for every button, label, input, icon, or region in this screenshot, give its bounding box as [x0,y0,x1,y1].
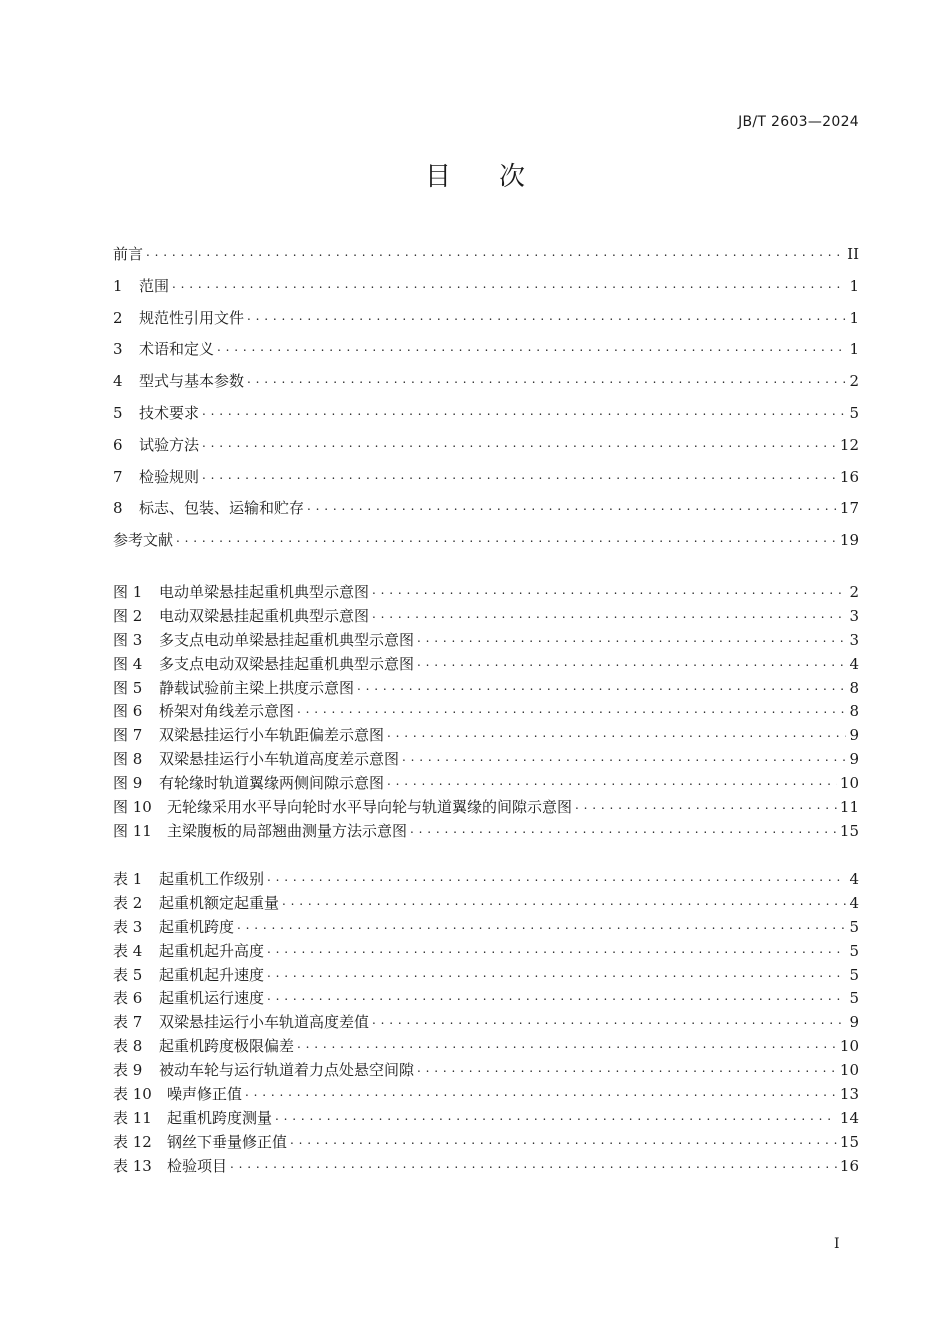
toc-table-entry[interactable] [113,868,859,892]
dot-leader [237,915,846,933]
toc-table-entry[interactable] [113,892,859,916]
page-folio: I [834,1236,840,1252]
toc-entry-label: 技术要求 [139,403,200,422]
toc-table-entry[interactable] [113,1011,859,1035]
toc-entry-terms[interactable] [113,338,859,370]
toc-figure-entry[interactable] [113,796,859,820]
toc-table-entry[interactable] [113,916,859,940]
dot-leader [202,401,846,419]
table-label: 被动车轮与运行轨道着力点处悬空间隙 [159,1061,415,1080]
dot-leader [202,433,837,451]
toc-entry-page: 5 [849,403,859,422]
dot-leader [146,242,844,260]
table-number: 表 5 [113,965,143,984]
dot-leader [575,795,837,813]
toc-entry-label: 检验规则 [139,467,200,486]
table-page: 4 [849,870,859,888]
toc-entry-number: 4 [113,372,123,391]
dot-leader [387,771,837,789]
dot-leader [267,963,846,981]
toc-figure-entry[interactable] [113,581,859,605]
dot-leader [417,652,846,670]
dot-leader [267,939,846,957]
toc-sections [113,243,859,561]
table-label: 起重机工作级别 [159,870,265,888]
toc-table-entry[interactable] [113,964,859,988]
figure-page: 3 [849,606,859,625]
dot-leader [267,986,846,1004]
table-page: 10 [839,1061,859,1080]
table-page: 9 [849,1013,859,1032]
toc-table-entry[interactable] [113,1059,859,1083]
figure-label: 有轮缘时轨道翼缘两侧间隙示意图 [159,774,385,793]
dot-leader [247,306,846,324]
dot-leader [245,1082,837,1100]
toc-tables [113,868,859,1179]
dot-leader [372,604,846,622]
toc-entry-number: 3 [113,340,123,359]
figure-page: 2 [849,583,859,601]
table-label: 起重机起升高度 [159,941,265,960]
table-number: 表 13 [113,1156,152,1175]
toc-entry-label: 术语和定义 [139,340,215,359]
table-number: 表 9 [113,1061,143,1080]
table-label: 检验项目 [167,1156,228,1175]
figure-label: 多支点电动单梁悬挂起重机典型示意图 [159,630,415,649]
dot-leader [290,1130,837,1148]
toc-entry-label: 型式与基本参数 [139,372,245,391]
toc-entry-page: 12 [839,435,859,454]
toc-entry-foreword[interactable] [113,243,859,275]
figure-number: 图 1 [113,583,143,601]
toc-entry-page: 16 [839,467,859,486]
toc-figure-entry[interactable] [113,653,859,677]
dot-leader [357,676,846,694]
figure-label: 电动单梁悬挂起重机典型示意图 [159,583,370,601]
toc-entry-number: 7 [113,467,123,486]
figure-page: 8 [849,678,859,697]
dot-leader [282,891,846,909]
table-number: 表 10 [113,1085,152,1104]
toc-table-entry[interactable] [113,1035,859,1059]
toc-entry-label: 规范性引用文件 [139,308,245,327]
table-page: 15 [839,1132,859,1151]
dot-leader [267,867,846,885]
table-number: 表 6 [113,989,143,1008]
dot-leader [275,1106,837,1124]
toc-entry-normative-references[interactable] [113,307,859,339]
figure-label: 双梁悬挂运行小车轨距偏差示意图 [159,726,385,745]
toc-entry-number: 2 [113,308,123,327]
toc-figure-entry[interactable] [113,605,859,629]
table-number: 表 2 [113,893,143,912]
toc-figure-entry[interactable] [113,700,859,724]
toc-table-entry[interactable] [113,987,859,1011]
page-title: 目次 [424,162,573,192]
table-page: 13 [839,1085,859,1104]
toc-table-entry[interactable] [113,940,859,964]
dot-leader [217,337,846,355]
table-label: 噪声修正值 [167,1085,243,1104]
figure-number: 图 11 [113,821,152,840]
figure-page: 9 [849,750,859,769]
figure-number: 图 8 [113,750,143,769]
dot-leader [387,723,846,741]
toc-entry-scope[interactable] [113,275,859,307]
toc-entry-page: 1 [849,340,859,359]
toc-entry-number: 5 [113,403,123,422]
toc-figure-entry[interactable] [113,724,859,748]
dot-leader [372,580,846,598]
toc-entry-label: 范围 [139,276,170,295]
toc-figure-entry[interactable] [113,748,859,772]
table-page: 5 [849,917,859,936]
toc-entry-label: 试验方法 [139,435,200,454]
figure-label: 主梁腹板的局部翘曲测量方法示意图 [167,821,408,840]
figure-label: 无轮缘采用水平导向轮时水平导向轮与轨道翼缘的间隙示意图 [167,798,573,817]
toc-entry-marking-packaging[interactable] [113,497,859,529]
table-label: 起重机跨度 [159,917,235,936]
toc-table-entry[interactable] [113,1155,859,1179]
toc-entry-bibliography[interactable] [113,529,859,561]
table-page: 5 [849,989,859,1008]
toc-entry-page: 19 [839,531,859,550]
table-number: 表 7 [113,1013,143,1032]
dot-leader [307,496,837,514]
figure-number: 图 7 [113,726,143,745]
table-label: 起重机运行速度 [159,989,265,1008]
table-number: 表 12 [113,1132,152,1151]
table-number: 表 1 [113,870,143,888]
figure-label: 静载试验前主梁上拱度示意图 [159,678,355,697]
standard-code: JB/T 2603—2024 [738,114,859,130]
dot-leader [172,274,846,292]
dot-leader [247,369,846,387]
toc-entry-label: 前言 [113,245,144,263]
toc-figure-entry[interactable] [113,677,859,701]
toc-figure-entry[interactable] [113,772,859,796]
figure-page: 4 [849,654,859,673]
figure-number: 图 3 [113,630,143,649]
toc-figures [113,581,859,844]
toc-entry-page: 1 [849,308,859,327]
toc-entry-inspection-rules[interactable] [113,466,859,498]
table-page: 14 [839,1108,859,1127]
figure-label: 双梁悬挂运行小车轨道高度差示意图 [159,750,400,769]
table-label: 起重机额定起重量 [159,893,280,912]
table-label: 双梁悬挂运行小车轨道高度差值 [159,1013,370,1032]
table-page: 16 [839,1156,859,1175]
table-number: 表 8 [113,1037,143,1056]
figure-label: 多支点电动双梁悬挂起重机典型示意图 [159,654,415,673]
figure-page: 3 [849,630,859,649]
toc-entry-label: 参考文献 [113,531,174,550]
table-page: 5 [849,965,859,984]
toc-entry-page: 2 [849,372,859,391]
table-page: 4 [849,893,859,912]
figure-label: 电动双梁悬挂起重机典型示意图 [159,606,370,625]
dot-leader [410,819,837,837]
table-label: 钢丝下垂量修正值 [167,1132,288,1151]
toc-entry-page: 17 [839,499,859,518]
table-number: 表 4 [113,941,143,960]
figure-page: 8 [849,702,859,721]
table-page: 5 [849,941,859,960]
table-label: 起重机起升速度 [159,965,265,984]
figure-label: 桥架对角线差示意图 [159,702,295,721]
figure-number: 图 6 [113,702,143,721]
table-label: 起重机跨度极限偏差 [159,1037,295,1056]
toc-entry-types-parameters[interactable] [113,370,859,402]
toc-table-entry[interactable] [113,1083,859,1107]
dot-leader [402,747,846,765]
toc-entry-page: II [847,245,859,263]
figure-page: 15 [839,821,859,840]
dot-leader [230,1154,837,1172]
figure-number: 图 10 [113,798,152,817]
figure-number: 图 5 [113,678,143,697]
table-page: 10 [839,1037,859,1056]
figure-page: 9 [849,726,859,745]
dot-leader [297,699,846,717]
table-label: 起重机跨度测量 [167,1108,273,1127]
dot-leader [417,628,846,646]
dot-leader [176,528,837,546]
toc-entry-number: 8 [113,499,123,518]
figure-number: 图 4 [113,654,143,673]
toc-entry-test-methods[interactable] [113,434,859,466]
toc-entry-number: 1 [113,276,123,295]
dot-leader [417,1058,837,1076]
table-number: 表 3 [113,917,143,936]
dot-leader [202,465,837,483]
toc-entry-page: 1 [849,276,859,295]
table-number: 表 11 [113,1108,152,1127]
toc-entry-technical-requirements[interactable] [113,402,859,434]
toc-table-entry[interactable] [113,1107,859,1131]
figure-page: 10 [839,774,859,793]
dot-leader [297,1034,837,1052]
toc-entry-number: 6 [113,435,123,454]
figure-page: 11 [839,798,859,817]
figure-number: 图 9 [113,774,143,793]
figure-number: 图 2 [113,606,143,625]
toc-figure-entry[interactable] [113,629,859,653]
toc-figure-entry[interactable] [113,820,859,844]
toc-entry-label: 标志、包装、运输和贮存 [139,499,305,518]
dot-leader [372,1010,846,1028]
toc-table-entry[interactable] [113,1131,859,1155]
